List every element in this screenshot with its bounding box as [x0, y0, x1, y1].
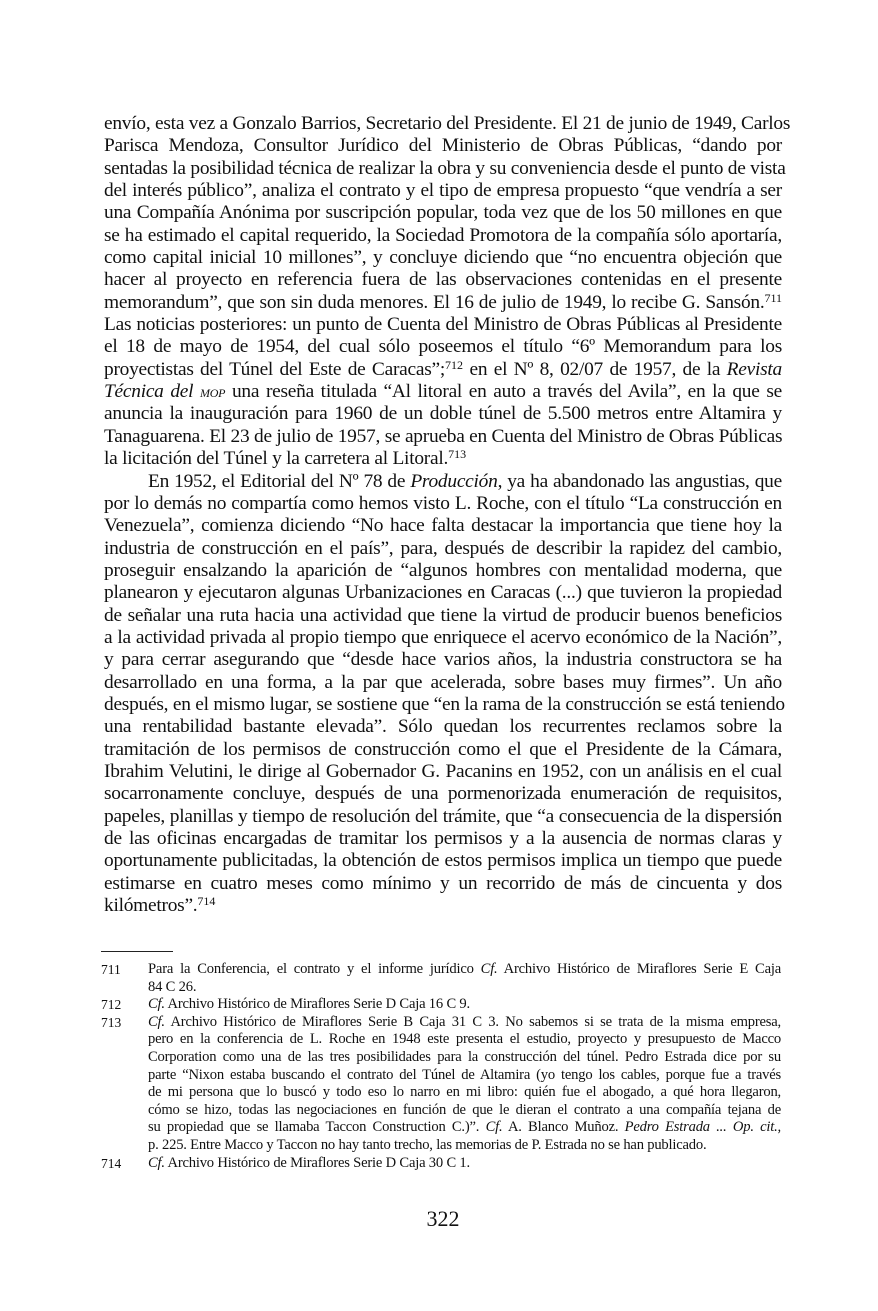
footnote-ref-712[interactable]: 712 — [445, 357, 464, 372]
footnote-714 — [101, 1155, 781, 1173]
body-line — [104, 471, 782, 493]
text: Para la Conferencia, el contrato y el informe jurídico — [148, 961, 481, 977]
footnote-line: de mi persona que lo buscó y todo eso lo narro en mi libro: quién fue el abogado, a qué hora llegaron, — [148, 1084, 781, 1101]
footnote-number: 712 — [101, 997, 122, 1013]
text: una reseña titulada “Al litoral en auto a través del Avila”, en la que se — [225, 381, 782, 403]
italic-cf: Cf. — [485, 1119, 503, 1136]
body-line: proseguir ensalzando la aparición de “algunos hombres con mentalidad moderna, que — [104, 559, 782, 581]
italic-citation: Pedro Estrada ... Op. cit., — [624, 1119, 781, 1136]
body-line: Parisca Mendoza, Consultor Jurídico del Ministerio de Obras Públicas, “dando por — [104, 135, 782, 157]
body-line: papeles, planillas y tiempo de resolución del trámite, que “a consecuencia de la dispersión — [104, 805, 782, 827]
body-line: Venezuela”, comienza diciendo “No hace falta destacar la importancia que tiene hoy la — [104, 515, 782, 537]
italic-title: Revista — [726, 358, 782, 380]
body-line: del interés público”, analiza el contrato y el tipo de empresa propuesto “que vendría a ser — [104, 180, 782, 202]
italic-cf: Cf. — [148, 1013, 165, 1030]
italic-cf: Cf. — [148, 1154, 165, 1171]
footnote-line — [148, 1119, 781, 1137]
body-line — [104, 359, 782, 381]
footnote-number: 713 — [101, 1014, 122, 1030]
text: En 1952, el Editorial del Nº 78 de — [148, 470, 411, 492]
footnote-line — [148, 961, 781, 979]
text: Archivo Histórico de Miraflores Serie B Caja 31 C 3. No sabemos si se trata de la misma empresa, — [164, 1013, 781, 1030]
footnote-711 — [101, 961, 781, 996]
body-line: se ha estimado el capital requerido, la Sociedad Promotora de la compañía sólo aportaría, — [104, 224, 782, 246]
text: , ya ha abandonado las angustias, que — [497, 470, 782, 492]
text: Archivo Histórico de Miraflores Serie D Caja 30 C 1. — [164, 1154, 470, 1171]
body-text — [104, 113, 791, 917]
body-line — [104, 381, 782, 403]
body-line: desarrollado en una forma, a la par que acelerada, sobre bases muy firmes”. Un año — [104, 671, 782, 693]
italic-smallcaps-mop: mop — [200, 382, 226, 402]
body-line: envío, esta vez a Gonzalo Barrios, Secretario del Presidente. El 21 de junio de 1949, Carlos — [104, 113, 791, 134]
text: en el Nº 8, 02/07 de 1957, de la — [463, 358, 727, 380]
body-line: anuncia la inauguración para 1960 de un doble túnel de 5.500 metros entre Altamira y — [104, 403, 782, 425]
italic-title: Producción — [410, 470, 498, 492]
footnotes — [101, 961, 781, 1172]
text: la licitación del Túnel y la carretera al Litoral. — [104, 448, 449, 470]
body-line — [104, 448, 782, 470]
footnote-713 — [101, 1014, 781, 1155]
body-line: oportunamente publicitadas, la obtención de estos permisos implica un tiempo que puede — [104, 850, 782, 872]
body-line: planearon y ejecutaron algunas Urbanizaciones en Caracas (...) que tuvieron la propiedad — [104, 582, 782, 604]
text: kilómetros”. — [104, 895, 198, 917]
footnote-ref-711[interactable]: 711 — [764, 290, 782, 305]
italic-cf: Cf. — [148, 996, 165, 1013]
body-line: socarronamente concluye, después de una pormenorizada enumeración de requisitos, — [104, 783, 782, 805]
footnote-line: cómo se hizo, todas las negociaciones en función de que le dieran el contrato a una compañía tejana de — [148, 1101, 781, 1118]
text: Archivo Histórico de Miraflores Serie E Caja — [497, 961, 781, 977]
text: memorandum”, que son sin duda menores. El 16 de julio de 1949, lo recibe G. Sansón. — [104, 291, 765, 313]
footnote-line — [148, 996, 781, 1014]
body-line: estimarse en cuatro meses como mínimo y un recorrido de más de cincuenta y dos — [104, 872, 782, 894]
body-line: después, en el mismo lugar, se sostiene que “en la rama de la construcción se está teniendo — [104, 693, 785, 715]
footnote-ref-714[interactable]: 714 — [197, 894, 216, 909]
body-line: como capital inicial 10 millones”, y concluye diciendo que “no encuentra objeción que — [104, 247, 782, 269]
body-line: Ibrahim Velutini, le dirige al Gobernador G. Pacanins en 1952, con un análisis en el cual — [104, 760, 782, 782]
text: A. Blanco Muñoz. — [502, 1119, 625, 1136]
footnote-ref-713[interactable]: 713 — [448, 447, 467, 462]
body-line: una Compañía Anónima por suscripción popular, toda vez que de los 50 millones en que — [104, 202, 782, 224]
text: su propiedad que se llamaba Taccon Construction C.)”. — [148, 1119, 486, 1136]
footnote-line: pero en la conferencia de L. Roche en 1948 este presenta el estudio, proyecto y presupuesto de Macco — [148, 1031, 781, 1048]
body-line: el 18 de mayo de 1954, del cual sólo poseemos el título “6º Memorandum para los — [104, 336, 782, 358]
footnote-line: p. 225. Entre Macco y Taccon no hay tanto trecho, las memorias de P. Estrada no se han publicado. — [148, 1136, 707, 1153]
footnote-line: parte “Nixon estaba buscando el contrato del Túnel de Altamira (yo tengo los cables, porque fue a través — [148, 1066, 781, 1083]
body-line: hacer al proyecto en referencia fuera de las observaciones contenidas en el presente — [104, 269, 782, 291]
body-line: a la actividad privada al propio tiempo que enriquece el acervo económico de la Nación”, — [104, 626, 782, 648]
italic-title: Técnica del — [104, 381, 194, 403]
footnote-line: 84 C 26. — [148, 978, 197, 995]
body-line: sentadas la posibilidad técnica de realizar la obra y su conveniencia desde el punto de vista — [104, 157, 786, 179]
body-line — [104, 895, 782, 917]
body-line: de señalar una ruta hacia una actividad que tiene la virtud de producir buenos beneficios — [104, 604, 782, 626]
footnote-712 — [101, 996, 781, 1014]
body-line: por lo demás no compartía como hemos visto L. Roche, con el título “La construcción en — [104, 492, 782, 514]
footnote-line: Corporation como una de las tres posibilidades para la construcción del túnel. Pedro Estrada dice por su — [148, 1048, 781, 1065]
text: Archivo Histórico de Miraflores Serie D Caja 16 C 9. — [164, 996, 470, 1013]
footnote-separator — [101, 951, 173, 952]
body-line: de las oficinas encargadas de tramitar los permisos y a la ausencia de normas claras y — [104, 828, 782, 849]
body-line: Tanaguarena. El 23 de julio de 1957, se aprueba en Cuenta del Ministro de Obras Públicas — [104, 425, 783, 447]
footnote-number: 711 — [101, 962, 121, 977]
footnote-line — [148, 1014, 781, 1032]
body-line: Las noticias posteriores: un punto de Cuenta del Ministro de Obras Públicas al Presidente — [104, 314, 782, 336]
footnote-line — [148, 1155, 781, 1173]
body-line: y para cerrar asegurando que “desde hace varios años, la industria constructora se ha — [104, 649, 782, 671]
body-line — [104, 292, 782, 314]
page-number: 322 — [426, 1206, 460, 1231]
text: proyectistas del Túnel del Este de Caracas”; — [104, 358, 446, 380]
body-line: industria de construcción en el país”, para, después de describir la rapidez del cambio, — [104, 537, 782, 559]
italic-cf: Cf. — [480, 961, 498, 977]
footnote-number: 714 — [101, 1155, 122, 1171]
body-line: una rentabilidad bastante elevada”. Sólo quedan los recurrentes reclamos sobre la — [104, 716, 782, 738]
body-line: tramitación de los permisos de construcción como el que el Presidente de la Cámara, — [104, 738, 782, 760]
